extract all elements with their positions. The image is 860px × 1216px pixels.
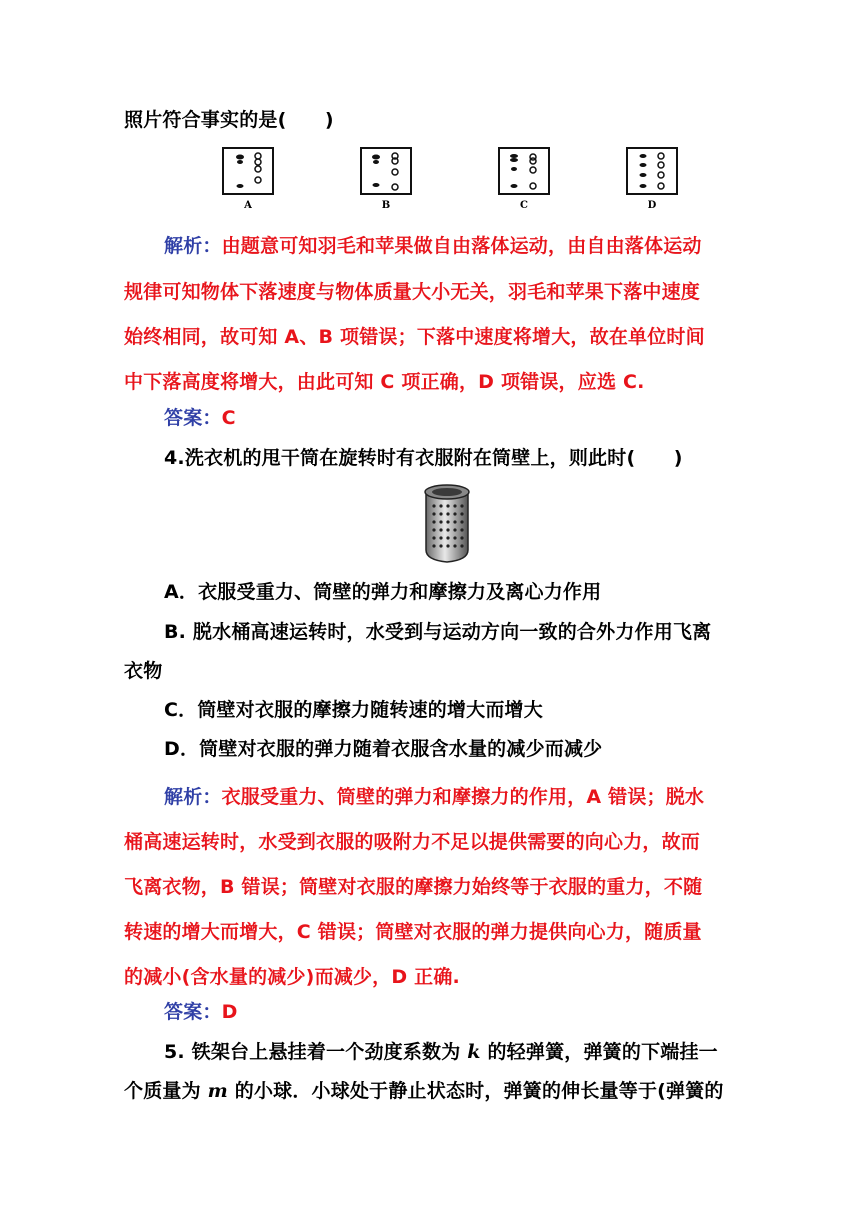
photo-label-a: A [244, 200, 252, 211]
var-m: m [207, 1080, 228, 1102]
q3-answer-label: 答案： [164, 407, 222, 429]
q4-stem: 4.洗衣机的甩干筒在旋转时有衣服附在筒壁上，则此时( ) [164, 447, 683, 469]
photo-d [626, 147, 678, 195]
q3-answer-value: C [221, 407, 236, 429]
q3-stem-tail: 照片符合事实的是( ) [124, 109, 334, 131]
photo-label-c: C [520, 200, 528, 211]
q4-answer-value: D [221, 1001, 238, 1023]
q4-analysis-line-3: 飞离衣物，B 错误；筒壁对衣服的摩擦力始终等于衣服的重力，不随 [124, 876, 703, 898]
var-k: k [467, 1041, 481, 1063]
q4-analysis-line-1: 解析：衣服受重力、筒壁的弹力和摩擦力的作用，A 错误；脱水 [164, 786, 705, 808]
q3-analysis-line-4: 中下落高度将增大，由此可知 C 项正确，D 项错误，应选 C. [124, 371, 645, 393]
spin-dryer-drum-image [420, 480, 474, 566]
q4-answer-label: 答案： [164, 1001, 222, 1023]
q4-option-b-cont: 衣物 [124, 660, 163, 682]
photo-label-b: B [381, 200, 391, 211]
q3-answer [164, 406, 236, 430]
q3-analysis-line-3: 始终相同，故可知 A、B 项错误；下落中速度将增大，故在单位时间 [124, 326, 705, 348]
q5-line-2: 个质量为 m 的小球．小球处于静止状态时，弹簧的伸长量等于(弹簧的 [124, 1080, 724, 1102]
q3-analysis-line-2: 规律可知物体下落速度与物体质量大小无关，羽毛和苹果下落中速度 [124, 281, 701, 303]
q3-analysis-line-1: 解析：由题意可知羽毛和苹果做自由落体运动，由自由落体运动 [164, 235, 702, 257]
q4-analysis-label: 解析： [164, 786, 222, 808]
photo-label-d: D [647, 200, 657, 211]
q5-line-1: 5. 铁架台上悬挂着一个劲度系数为 k 的轻弹簧，弹簧的下端挂一 [164, 1041, 718, 1063]
q4-analysis-line-2: 桶高速运转时，水受到衣服的吸附力不足以提供需要的向心力，故而 [124, 831, 701, 853]
q3-analysis-label: 解析： [164, 235, 222, 257]
photo-a [222, 147, 274, 195]
q4-analysis-line-4: 转速的增大而增大，C 错误；筒壁对衣服的弹力提供向心力，随质量 [124, 921, 702, 943]
q4-answer [164, 1000, 238, 1024]
q4-option-b: B. 脱水桶高速运转时，水受到与运动方向一致的合外力作用飞离 [164, 621, 712, 643]
q4-option-a: A．衣服受重力、筒壁的弹力和摩擦力及离心力作用 [164, 581, 602, 603]
photo-b [360, 147, 412, 195]
q4-analysis-line-5: 的减小(含水量的减少)而减少，D 正确. [124, 966, 460, 988]
photo-c [498, 147, 550, 195]
q4-option-d: D．筒壁对衣服的弹力随着衣服含水量的减少而减少 [164, 738, 603, 760]
q4-option-c: C．筒壁对衣服的摩擦力随转速的增大而增大 [164, 699, 543, 721]
